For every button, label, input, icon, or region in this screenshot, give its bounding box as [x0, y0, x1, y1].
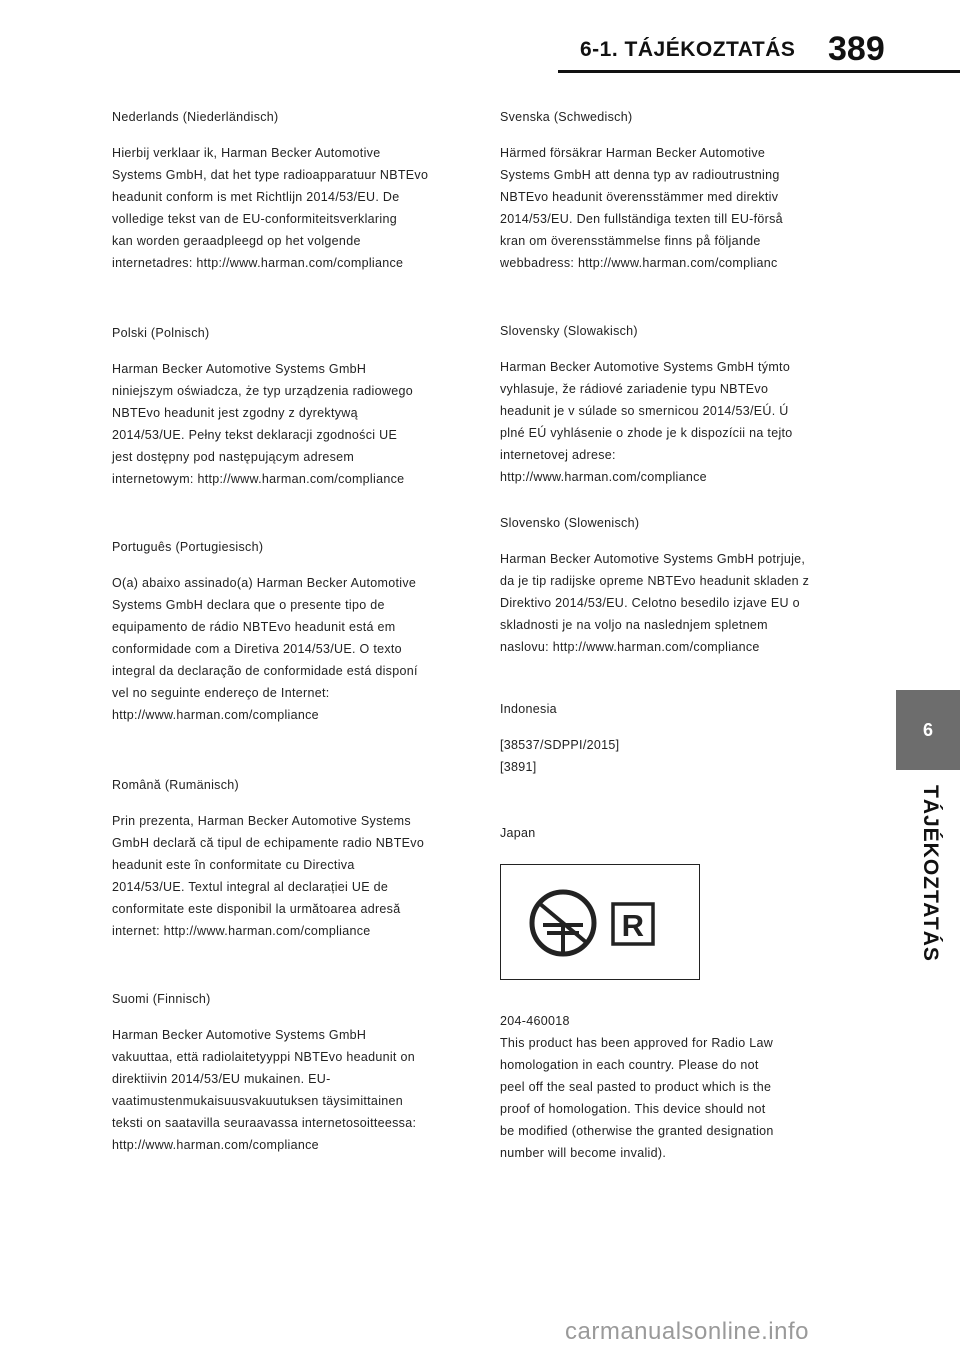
section-body: Prin prezenta, Harman Becker Automotive Systems GmbH declară că tipul de echipamente radio NBTEvo headunit este în conformitate cu Directiva 2014/53/UE. Textul integral al declarației UE de conformitate este disponibil la următoarea adresă internet: http://www.harman.com/compliance — [112, 814, 425, 938]
chapter-title: 6-1. TÁJÉKOZTATÁS — [580, 38, 796, 61]
section-body: Harman Becker Automotive Systems GmbH niniejszym oświadcza, że typ urządzenia radiowego NBTEvo headunit jest zgodny z dyrektywą 2014/53/UE. Pełny tekst deklaracji zgodności UE jest dostępny pod następującym adresem internetowym: http://www.harman.com/compliance — [112, 362, 413, 486]
chapter-tab: 6 — [896, 690, 960, 770]
section-title: Indonesia — [500, 702, 557, 716]
section-svenska — [500, 106, 850, 274]
section-body: Harman Becker Automotive Systems GmbH potrjuje, da je tip radijske opreme NBTEvo headunit skladen z Direktivo 2014/53/EU. Celotno besedilo izjave EU o skladnosti je na voljo na naslednjem spletnem naslovu: http://www.harman.com/compliance — [500, 552, 810, 654]
section-slovensky — [500, 320, 850, 488]
section-body: Harman Becker Automotive Systems GmbH týmto vyhlasuje, že rádiové zariadenie typu NBTEvo headunit je v súlade so smernicou 2014/53/EÚ. Ú plné EÚ vyhlásenie o zhode je k dispozícii na tejto internetovej adrese: http://www.harman.com/compliance — [500, 360, 793, 484]
section-japan-note — [500, 1010, 850, 1164]
header-divider — [558, 70, 960, 73]
page-number: 389 — [828, 30, 885, 68]
section-body: Härmed försäkrar Harman Becker Automotive Systems GmbH att denna typ av radioutrustning NBTEvo headunit överensstämmer med direktiv 2014/53/EU. Den fullständiga texten till EU-förså kran om överensstämmelse finns på följande webbadress: http://www.harman.com/complianc — [500, 146, 783, 270]
chapter-side-label: TÁJÉKOZTATÁS — [919, 785, 942, 962]
section-title: Slovensky (Slowakisch) — [500, 324, 638, 338]
section-suomi — [112, 988, 462, 1156]
section-title: Japan — [500, 826, 536, 840]
right-column — [500, 106, 850, 1164]
mark-letter: R — [621, 908, 645, 943]
section-body: Hierbij verklaar ik, Harman Becker Automotive Systems GmbH, dat het type radioapparatuur NBTEvo headunit conform is met Richtlijn 2014/53/EU. De volledige tekst van de EU-conformiteitsverklaring kan worden geraadpleegd op het volgende internetadres: http://www.harman.com/compliance — [112, 146, 429, 270]
section-body: Harman Becker Automotive Systems GmbH vakuuttaa, että radiolaitetyyppi NBTEvo headunit on direktiivin 2014/53/EU mukainen. EU- vaatimustenmukaisuusvakuutuksen täysimittainen teksti on saatavilla seuraavassa internetosoitteessa: http://www.harman.com/compliance — [112, 1028, 417, 1152]
section-romana — [112, 774, 462, 942]
giteki-mark-icon — [501, 865, 701, 981]
page-header — [0, 0, 960, 78]
watermark: carmanualsonline.info — [565, 1318, 809, 1345]
left-column — [112, 106, 462, 1156]
section-body: O(a) abaixo assinado(a) Harman Becker Automotive Systems GmbH declara que o presente tipo de equipamento de rádio NBTEvo headunit está em conformidade com a Diretiva 2014/53/UE. O texto integral da declaração de conformidade está disponí vel no seguinte endereço de Internet: http://www.harman.com/compliance — [112, 576, 418, 722]
section-body: [38537/SDPPI/2015] [3891] — [500, 738, 620, 774]
section-title: Polski (Polnisch) — [112, 326, 210, 340]
japan-radio-certification-mark — [500, 864, 700, 980]
section-japan — [500, 822, 850, 980]
section-title: Română (Rumänisch) — [112, 778, 239, 792]
section-title: Slovensko (Slowenisch) — [500, 516, 640, 530]
section-slovensko — [500, 512, 850, 658]
section-portugues — [112, 536, 462, 726]
section-nederlands — [112, 106, 462, 274]
section-polski — [112, 322, 462, 490]
section-title: Suomi (Finnisch) — [112, 992, 211, 1006]
section-indonesia — [500, 698, 850, 778]
section-title: Svenska (Schwedisch) — [500, 110, 633, 124]
certification-code: 204-460018 — [500, 1014, 570, 1028]
section-title: Português (Portugiesisch) — [112, 540, 264, 554]
section-title: Nederlands (Niederländisch) — [112, 110, 279, 124]
section-body: This product has been approved for Radio Law homologation in each country. Please do not peel off the seal pasted to product which is the proof of homologation. This device should not be modified (otherwise the granted designation number will become invalid). — [500, 1036, 774, 1160]
